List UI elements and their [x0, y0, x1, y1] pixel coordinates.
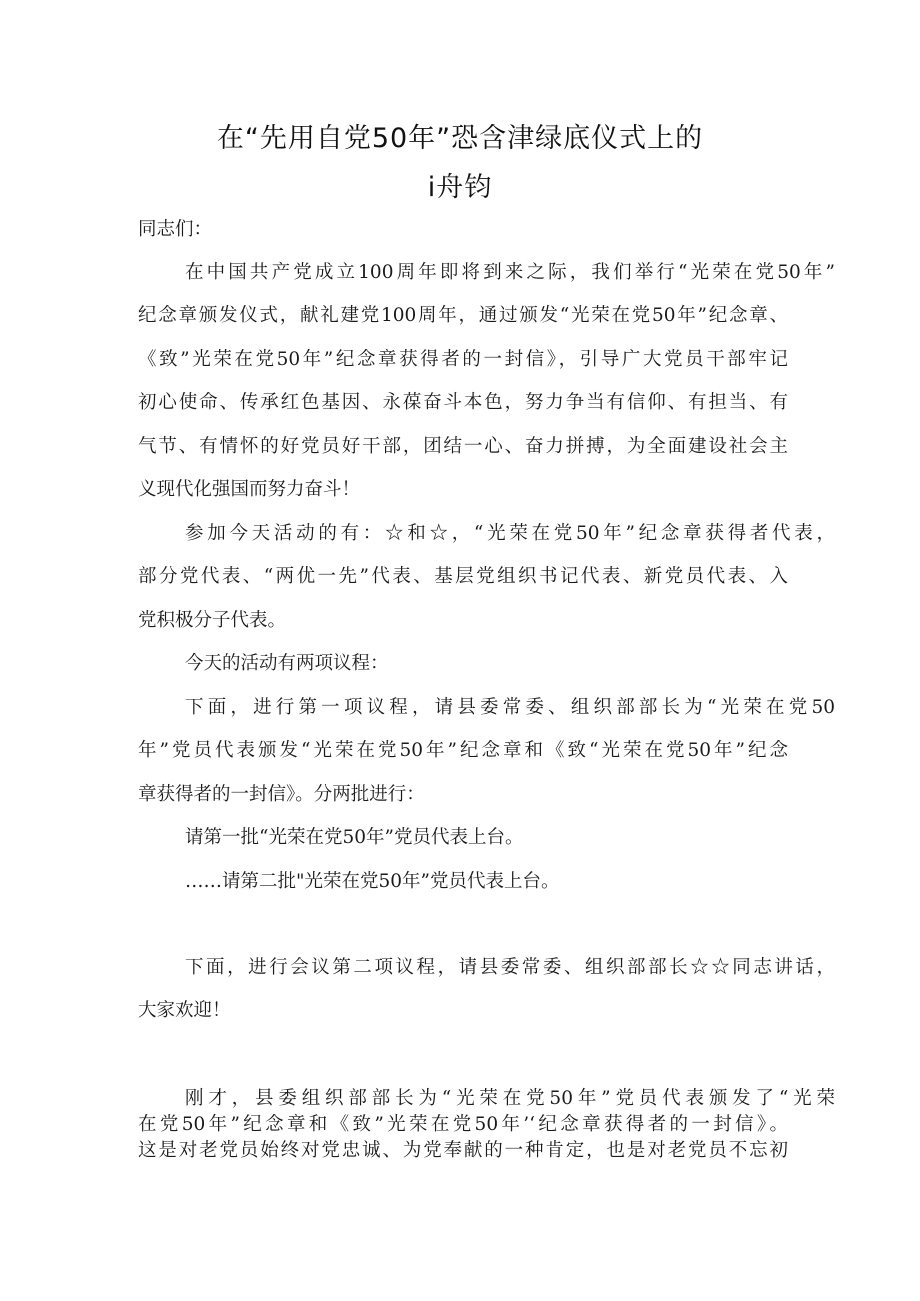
document-title-line-1: 在“先用自党50年”恐含津绿底仪式上的 — [216, 123, 704, 154]
paragraph-1-line-2: 纪念章颁发仪式，献礼建党100周年，通过颁发“光荣在党50年”纪念章、 — [138, 305, 788, 326]
paragraph-4-line-3: 章获得者的一封信》。分两批进行： — [138, 784, 425, 805]
paragraph-1-line-4: 初心使命、传承红色基因、永葆奋斗本色，努力争当有信仰、有担当、有 — [138, 392, 788, 413]
paragraph-1-line-1: 在中国共产党成立100周年即将到来之际，我们举行“光荣在党50年” — [185, 262, 835, 283]
paragraph-1-line-5: 气节、有情怀的好党员好干部，团结一心、奋力拼搏，为全面建设社会主 — [138, 436, 788, 457]
paragraph-8-line-1: 刚才，县委组织部部长为“光荣在党50年”党员代表颁发了“光荣 — [185, 1088, 835, 1109]
paragraph-1-line-6: 义现代化强国而努力奋斗！ — [138, 479, 361, 500]
paragraph-5-line-1: 请第一批“光荣在党50年”党员代表上台。 — [185, 827, 524, 848]
paragraph-4-line-1: 下面，进行第一项议程，请县委常委、组织部部长为“光荣在党50 — [185, 697, 835, 718]
paragraph-8-line-2: 在党50年”纪念章和《致”光荣在党50年’‘纪念章获得者的一封信》。 — [138, 1114, 788, 1135]
paragraph-2-line-1: 参加今天活动的有：☆和☆，“光荣在党50年”纪念章获得者代表， — [185, 523, 835, 544]
paragraph-1-line-3: 《致”光荣在党50年”纪念章获得者的一封信》，引导广大党员干部牢记 — [138, 349, 788, 370]
paragraph-2-line-2: 部分党代表、“两优一先”代表、基层党组织书记代表、新党员代表、入 — [138, 566, 788, 587]
paragraph-6-line-1: ……请第二批"光荣在党50年”党员代表上台。 — [185, 871, 560, 892]
greeting: 同志们： — [138, 219, 213, 240]
paragraph-7-line-1: 下面，进行会议第二项议程，请县委常委、组织部部长☆☆同志讲话， — [185, 957, 835, 978]
paragraph-7-line-2: 大家欢迎！ — [138, 1000, 231, 1021]
paragraph-4-line-2: 年”党员代表颁发“光荣在党50年”纪念章和《致“光荣在党50年”纪念 — [138, 740, 788, 761]
paragraph-3-line-1: 今天的活动有两项议程： — [185, 653, 389, 674]
paragraph-8-line-3: 这是对老党员始终对党忠诚、为党奉献的一种肯定，也是对老党员不忘初 — [138, 1140, 788, 1161]
paragraph-2-line-3: 党积极分子代表。 — [138, 610, 287, 631]
document-title-line-2: i舟钧 — [427, 172, 493, 203]
